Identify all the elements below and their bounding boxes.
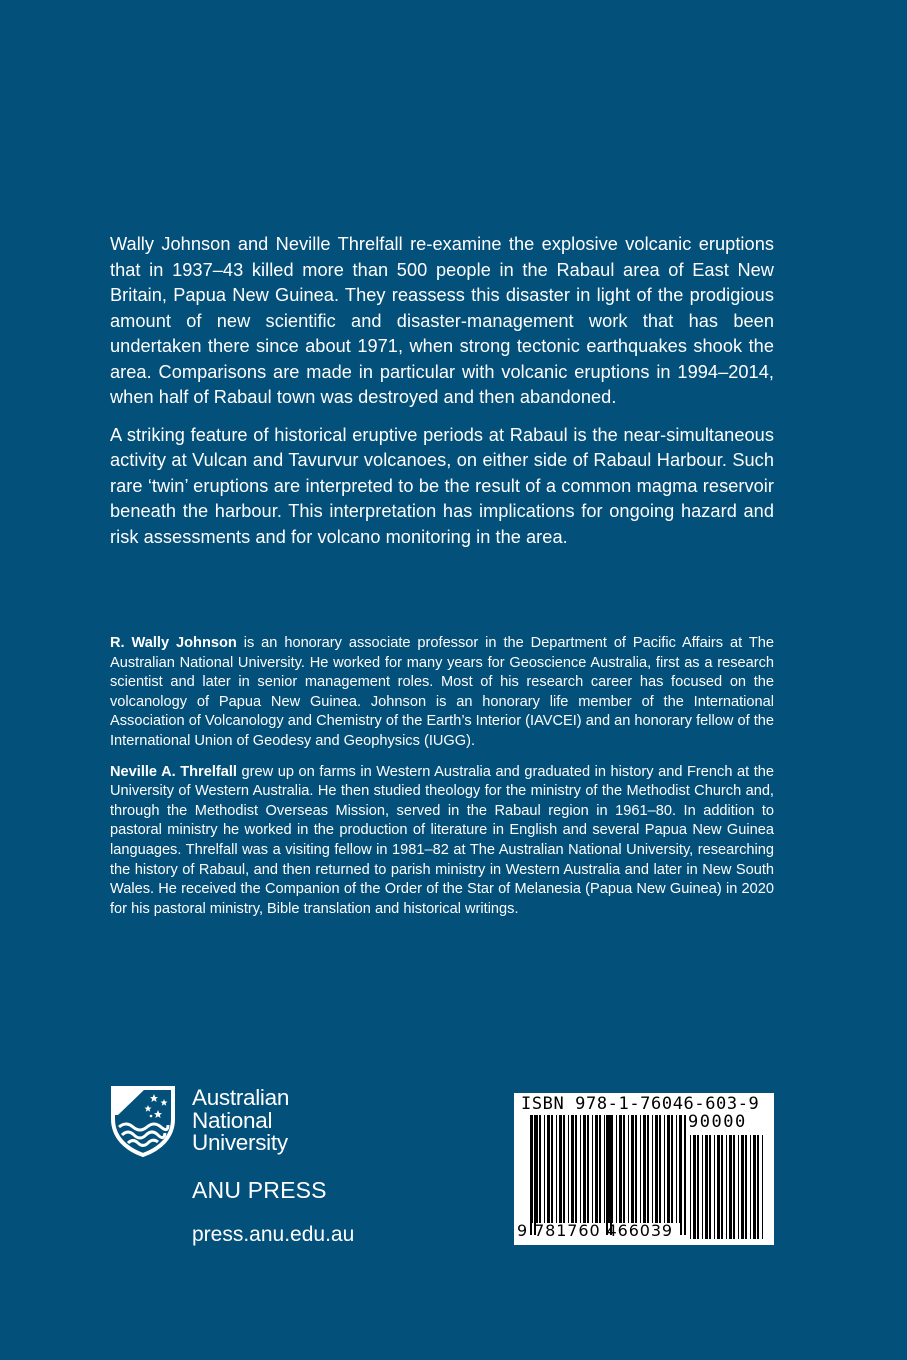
barcode-bar [587, 1115, 589, 1223]
blurb-paragraph-1: Wally Johnson and Neville Threlfall re-examine the explosive volcanic eruptions that in 1937–43 killed more than 500 people in the Rabaul area of East New Britain, Papua New Guinea. They reassess this disaster in light of the prodigious amount of new scientific and disaster-management work that has been undertaken there since about 1971, when strong tectonic earthquakes shook the area. Comparisons are made in particular with volcanic eruptions in 1994–2014, when half of Rabaul town was destroyed and then abandoned. [110, 234, 774, 407]
barcode-bar [635, 1115, 637, 1223]
barcode-guard-bar [684, 1115, 686, 1235]
barcode-bar [738, 1135, 739, 1239]
barcode-bar [671, 1115, 673, 1223]
barcode-bar [539, 1115, 541, 1223]
barcode-bar [729, 1135, 732, 1239]
barcode-bar [628, 1115, 629, 1223]
barcode-bar [753, 1135, 756, 1239]
press-name: ANU PRESS [192, 1177, 327, 1203]
barcode-bar [709, 1135, 711, 1239]
barcode-guard-bar [606, 1115, 608, 1235]
barcode-bar [690, 1135, 691, 1239]
barcode-bar [762, 1135, 763, 1239]
barcode-bar [592, 1115, 593, 1223]
anu-crest-icon [110, 1085, 176, 1157]
blurb-paragraph-2: A striking feature of historical eruptive periods at Rabaul is the near-simultaneous activity at Vulcan and Tavurvur volcanoes, on either side of Rabaul Harbour. Such rare ‘twin’ eruptions are interpreted to be the result of a common magma reservoir beneath the harbour. This interpretation has implications for ongoing hazard and risk assessments and for volcano monitoring in the area. [110, 424, 774, 547]
barcode-bar [655, 1115, 658, 1223]
barcode-bar [532, 1115, 533, 1223]
barcode-bar [571, 1115, 574, 1223]
barcode-bar [544, 1115, 545, 1223]
barcode-bar [717, 1135, 720, 1239]
press-url[interactable]: press.anu.edu.au [192, 1223, 355, 1246]
bio-johnson [110, 634, 774, 752]
price-code: 90000 [688, 1112, 747, 1132]
barcode-bar [652, 1115, 653, 1223]
barcode-bar [556, 1115, 557, 1223]
barcode-guard-bar [610, 1115, 612, 1235]
bio-johnson-text: is an honorary associate professor in the Department of Pacific Affairs at The Australian National University. He worked for many years for Geoscience Australia, first as a research scientist and later in senior management roles. Most of his research career has focused on the volcanology of Papua New Guinea. Johnson is an honorary life member of the International Association of Volcanology and Chemistry of the Earth’s Interior (IAVCEI) and an honorary fellow of the International Union of Geodesy and Geophysics (IUGG). [110, 635, 774, 749]
barcode-bar [741, 1135, 744, 1239]
author-bios [110, 634, 774, 930]
barcode-bar [568, 1115, 569, 1223]
barcode-bar [575, 1115, 577, 1223]
barcode-guard-bar [530, 1115, 532, 1235]
ean-number: 9 781760 466039 [517, 1221, 674, 1240]
barcode-bar [714, 1135, 715, 1239]
barcode-bar [757, 1135, 759, 1239]
barcode-bar [697, 1135, 699, 1239]
blurb [110, 232, 774, 562]
barcode-bar [693, 1135, 696, 1239]
barcode-bar [659, 1115, 661, 1223]
university-name-line-3: University [192, 1130, 288, 1155]
barcode-bar [559, 1115, 562, 1223]
barcode-bar [599, 1115, 601, 1223]
barcode-bar [595, 1115, 598, 1223]
bio-johnson-name: R. Wally Johnson [110, 635, 237, 651]
bio-threlfall-name: Neville A. Threlfall [110, 763, 237, 780]
barcode-bar [643, 1115, 646, 1223]
barcode-bar [551, 1115, 553, 1223]
barcode-bar [616, 1115, 617, 1223]
barcode-bar [702, 1135, 703, 1239]
barcode-bar [647, 1115, 649, 1223]
barcode-bar [640, 1115, 641, 1223]
barcode-bar [664, 1115, 665, 1223]
bio-threlfall-text: grew up on farms in Western Australia and graduated in history and French at the University of Western Australia. He then studied theology for the ministry of the Methodist Church and, through the Methodist Overseas Mission, served in the Rabaul region in 1961–80. In addition to pastoral ministry he worked in the production of literature in English and several Papua New Guinea languages. Threlfall was a visiting fellow in 1981–82 at The Australian National University, researching the history of Rabaul, and then returned to parish ministry in Western Australia and later in New South Wales. He received the Companion of the Order of the Star of Melanesia (Papua New Guinea) in 2020 for his pastoral ministry, Bible translation and historical writings. [110, 763, 775, 917]
barcode-bar [580, 1115, 581, 1223]
barcode-bar [604, 1115, 605, 1223]
barcode-bar [726, 1135, 727, 1239]
university-name [192, 1087, 289, 1155]
barcode-bar [667, 1115, 670, 1223]
barcode-bar [733, 1135, 735, 1239]
barcode-bar [547, 1115, 550, 1223]
barcode-bar [583, 1115, 586, 1223]
bio-threlfall [110, 763, 774, 920]
barcode-bar [563, 1115, 565, 1223]
isbn-barcode [514, 1093, 774, 1245]
barcode-bar [745, 1135, 747, 1239]
barcode-guard-bar [534, 1115, 536, 1235]
barcode-guard-bar [680, 1115, 682, 1235]
barcode-bar [750, 1135, 751, 1239]
barcode-bar [631, 1115, 634, 1223]
barcode-bar [623, 1115, 625, 1223]
barcode-bar [705, 1135, 708, 1239]
barcode-bar [619, 1115, 622, 1223]
isbn-label: ISBN 978-1-76046-603-9 [521, 1094, 760, 1114]
university-name-line-2: National [192, 1107, 273, 1133]
barcode-bar [721, 1135, 723, 1239]
barcode-bar [676, 1115, 677, 1223]
university-name-line-1: Australian [192, 1085, 290, 1110]
